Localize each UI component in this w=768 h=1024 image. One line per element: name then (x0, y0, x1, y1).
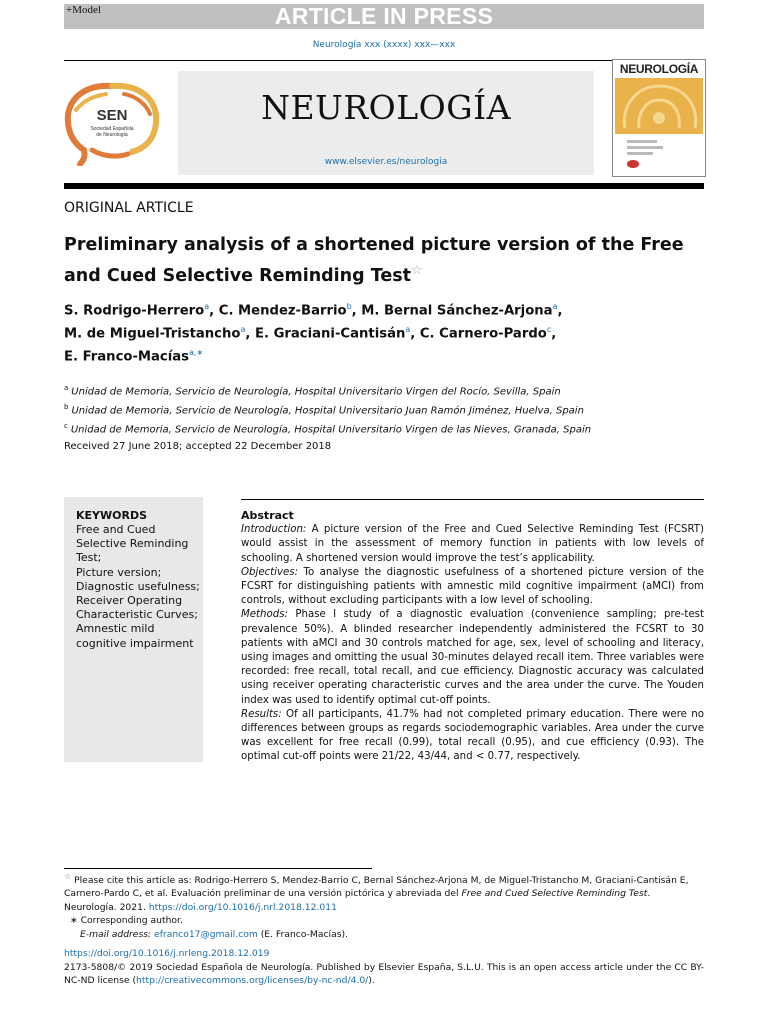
author-name: M. de Miguel-Tristancho (64, 326, 241, 342)
affiliation-item: $^a$ Unidad de Memoria, Servicio de Neurología, Hospital Universitario Virgen del Rocío, Sevilla, Spain (64, 384, 561, 398)
author-affiliation-link[interactable]: a (552, 302, 558, 311)
keywords-heading: KEYWORDS (76, 509, 148, 522)
cover-title: NEUROLOGÍA (619, 62, 699, 76)
sen-logo-line1: Sociedad Española (90, 126, 134, 132)
author-affiliation-link[interactable]: c (546, 324, 552, 334)
model-tag: +Model (66, 4, 101, 16)
abstract-heading: Abstract (241, 509, 294, 522)
author-affiliation-link[interactable]: a (204, 302, 210, 311)
article-title-line2: and Cued Selective Reminding Test (64, 265, 412, 286)
abstract-methods: Methods: Phase I study of a diagnostic evaluation (convenience sampling; pre-test prevalence 50%). A blinded researcher independently administered the FCSRT to 30 patients with aMCI and 30 controls matched for age, sex, level of schooling and literacy, using images and omitting the usual 30-minutes delayed recall item. Three variables were recorded: free recall, total recall, and cue efficiency. Diagnostic accuracy was calculated using receiver operating characteristic curves and the area under the curve. The Youden index was used to identify optimal cut-off points. (241, 609, 704, 706)
author-name: S. Rodrigo-Herrero (64, 303, 205, 319)
abstract-objectives: Objectives: To analyse the diagnostic usefulness of a shortened picture version of the FCSRT for distinguishing patients with amnestic mild cognitive impairment (aMCI) from controls, without excluding participants with a low level of schooling. (241, 566, 704, 607)
footnote-star-icon: ☆ (64, 872, 72, 881)
keyword-item: Diagnostic usefulness; (76, 579, 200, 593)
author-name: E. Franco-Macías (64, 349, 190, 365)
footnote-divider (64, 868, 372, 869)
article-title-line1: Preliminary analysis of a shortened picture version of the Free (64, 235, 684, 255)
author-name: C. Carnero-Pardo (419, 326, 547, 342)
email-note: E-mail address: efranco17@gmail.com (E. Franco-Macías). (80, 928, 349, 940)
received-dates: Received 27 June 2018; accepted 22 December 2018 (64, 441, 332, 452)
corresponding-author-note: ∗ Corresponding author. (70, 915, 183, 927)
cover-artwork (615, 78, 703, 134)
author-affiliation-link[interactable]: b (346, 302, 352, 311)
sen-logo-abbr: SEN (96, 107, 128, 124)
affiliation-item: $^c$ Unidad de Memoria, Servicio de Neurología, Hospital Universitario Virgen de las Nieves, Granada, Spain (64, 421, 592, 435)
author-affiliation-link[interactable]: a (240, 324, 246, 334)
author-list: S. Rodrigo-Herrero$^a$, C. Mendez-Barrio$^b$, M. Bernal Sánchez-Arjona$^a$, M. de Miguel-Tristancho$^a$, E. Graciani-Cantisán$^a$, C. Carnero-Pardo$^c$, E. Franco-Macías$^{a,∗}$ (64, 302, 563, 365)
license-link[interactable]: http://creativecommons.org/licenses/by-nc-nd/4.0/ (136, 975, 369, 987)
article-title (64, 232, 704, 289)
author-affiliation-link[interactable]: a,∗ (189, 347, 204, 357)
journal-url-link[interactable]: www.elsevier.es/neurologia (324, 157, 448, 167)
journal-reference[interactable]: Neurología xxx (xxxx) xxx—xxx (312, 40, 456, 50)
abstract-results: Results: Of all participants, 41.7% had not completed primary education. There were no differences between groups as regards sociodemographic variables. Area under the curve was excellent for free recall (0.99), total recall (0.95), and cue efficiency (0.93). The optimal cut-off points were 21/22, 43/44, and < 0.77, respectively. (241, 708, 704, 763)
citation-doi-link[interactable]: https://doi.org/10.1016/j.nrl.2018.12.011 (148, 901, 337, 913)
article-in-press-banner: ARTICLE IN PRESS (64, 4, 704, 29)
journal-title: NEUROLOGÍA (261, 88, 511, 127)
sen-logo-icon (62, 80, 162, 166)
footnotes (64, 870, 704, 941)
keywords-list (76, 523, 200, 651)
section-label: ORIGINAL ARTICLE (64, 200, 194, 216)
keyword-item: Receiver Operating Characteristic Curves; (76, 594, 198, 622)
author-name: M. Bernal Sánchez-Arjona (361, 303, 553, 319)
copyright-notice: 2173-5808/© 2019 Sociedad Española de Neurología. Published by Elsevier España, S.L.U. This is an open access article under the CC BY-NC-ND license (http://creativecommons.org/licenses/by-nc-nd/4.0/). (64, 962, 704, 987)
author-name: C. Mendez-Barrio (218, 303, 347, 319)
author-name: E. Graciani-Cantisán (254, 326, 406, 342)
keyword-item: Picture version; (76, 565, 162, 579)
keyword-item: Free and Cued Selective Reminding Test; (76, 523, 189, 565)
affiliation-item: $^b$ Unidad de Memoria, Servicio de Neurología, Hospital Universitario Juan Ramón Jiménez, Huelva, Spain (64, 402, 584, 417)
sen-logo-line2: de Neurología (96, 132, 128, 138)
abstract-divider (241, 499, 704, 500)
header-thick-divider (64, 183, 704, 189)
title-footnote-star-icon[interactable]: ☆ (411, 263, 423, 278)
author-affiliation-link[interactable]: a (405, 324, 411, 334)
top-divider (64, 60, 704, 61)
cover-brain-icon (615, 78, 703, 134)
abstract-introduction: Introduction: A picture version of the Free and Cued Selective Reminding Test (FCSRT) would assist in the assessment of memory function in patients with low levels of schooling. A shortened version would improve the test’s applicability. (241, 524, 704, 564)
email-link[interactable]: efranco17@gmail.com (154, 928, 258, 940)
journal-cover-thumbnail (612, 59, 706, 177)
affiliation-list (64, 381, 704, 437)
article-doi-link[interactable]: https://doi.org/10.1016/j.nrleng.2018.12.019 (64, 948, 270, 959)
keyword-item: Amnestic mild cognitive impairment (76, 622, 194, 650)
citation-footnote: ☆ Please cite this article as: Rodrigo-Herrero S, Mendez-Barrio C, Bernal Sánchez-Arjona M, de Miguel-Tristancho M, Graciani-Cantisán E, Carnero-Pardo C, et al. Evaluación preliminar de una versión pictórica y abreviada del Free and Cued Selective Reminding Test. Neurología. 2021. https://doi.org/10.1016/j.nrl.2018.12.011 (64, 872, 689, 913)
abstract (241, 509, 704, 765)
